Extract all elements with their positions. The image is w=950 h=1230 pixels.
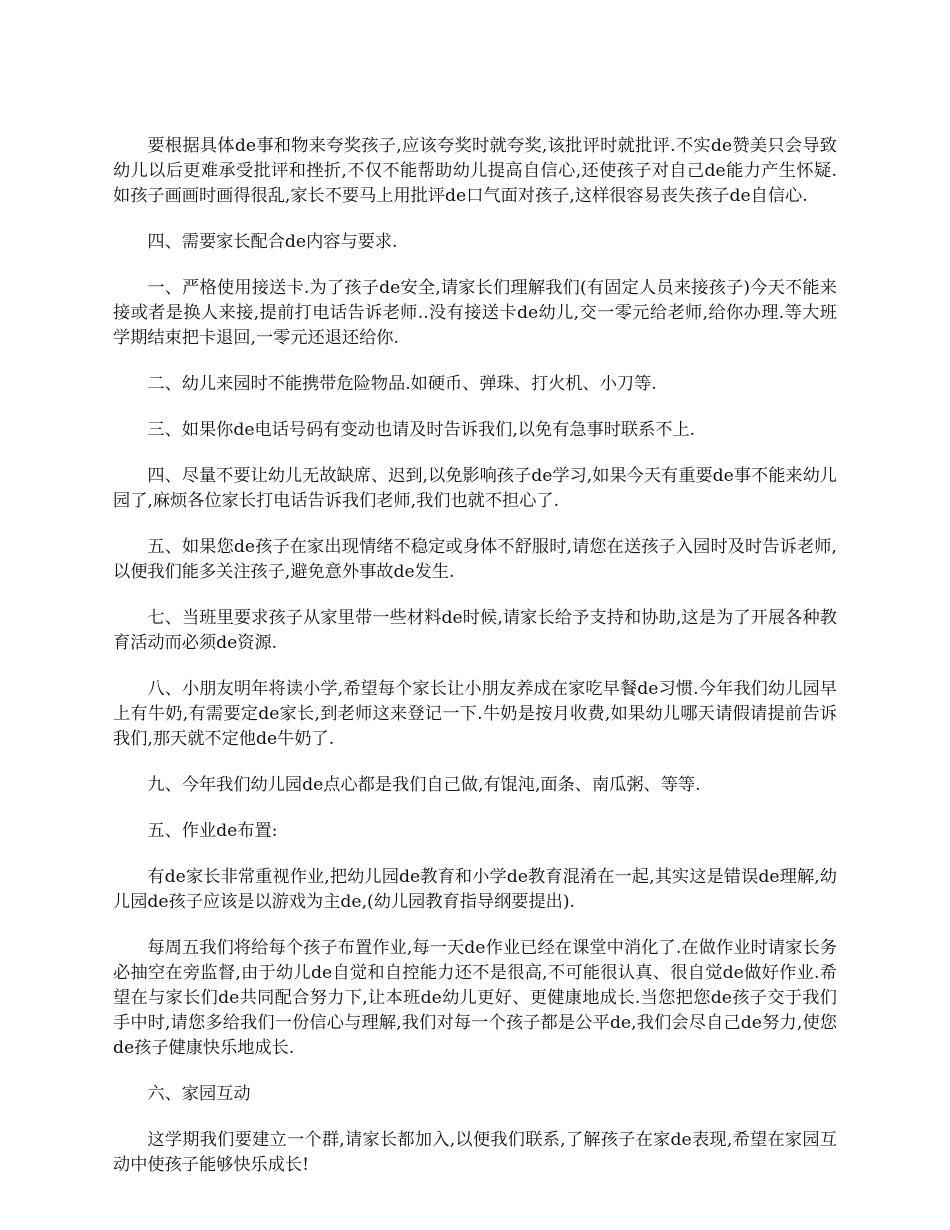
paragraph-homework-view: 有de家长非常重视作业,把幼儿园de教育和小学de教育混淆在一起,其实这是错误de理解,幼儿园de孩子应该是以游戏为主de,(幼儿园教育指导纲要提出). xyxy=(113,867,837,912)
section-heading-home-school-interaction: 六、家园互动 xyxy=(147,1084,251,1104)
section-heading-homework: 五、作业de布置: xyxy=(147,821,278,841)
paragraph-phone-number: 三、如果你de电话号码有变动也请及时告诉我们,以免有急事时联系不上. xyxy=(147,420,696,440)
paragraph-pickup-card: 一、严格使用接送卡.为了孩子de安全,请家长们理解我们(有固定人员来接孩子)今天不能来接或者是换人来接,提前打电话告诉老师..没有接送卡de幼儿,交一零元给老师,给你办理.等大班学期结束把卡退回,一零元还退还给你. xyxy=(113,278,837,348)
paragraph-breakfast-milk: 八、小朋友明年将读小学,希望每个家长让小朋友养成在家吃早餐de习惯.今年我们幼儿园早上有牛奶,有需要定de家长,到老师这来登记一下.牛奶是按月收费,如果幼儿哪天请假请提前告诉我们,那天就不定他de牛奶了. xyxy=(113,679,837,749)
paragraph-materials: 七、当班里要求孩子从家里带一些材料de时候,请家长给予支持和协助,这是为了开展各种教育活动而必须de资源. xyxy=(113,608,837,653)
paragraph-dangerous-items: 二、幼儿来园时不能携带危险物品.如硬币、弹珠、打火机、小刀等. xyxy=(147,374,657,394)
paragraph-group-chat: 这学期我们要建立一个群,请家长都加入,以便我们联系,了解孩子在家de表现,希望在家园互动中使孩子能够快乐成长! xyxy=(113,1130,837,1175)
paragraph-child-health: 五、如果您de孩子在家出现情绪不稳定或身体不舒服时,请您在送孩子入园时及时告诉老师,以便我们能多关注孩子,避免意外事故de发生. xyxy=(113,537,837,582)
document-body xyxy=(113,134,837,1199)
paragraph-praise-advice: 要根据具体de事和物来夸奖孩子,应该夸奖时就夸奖,该批评时就批评.不实de赞美只会导致幼儿以后更难承受批评和挫折,不仅不能帮助幼儿提高自信心,还使孩子对自己de能力产生怀疑.如孩子画画时画得很乱,家长不要马上用批评de口气面对孩子,这样很容易丧失孩子de自信心. xyxy=(113,136,837,206)
paragraph-snacks: 九、今年我们幼儿园de点心都是我们自己做,有馄沌,面条、南瓜粥、等等. xyxy=(147,775,701,795)
paragraph-homework-schedule: 每周五我们将给每个孩子布置作业,每一天de作业已经在课堂中消化了.在做作业时请家长务必抽空在旁监督,由于幼儿de自觉和自控能力还不是很高,不可能很认真、很自觉de做好作业.希望在与家长们de共同配合努力下,让本班de幼儿更好、更健康地成长.当您把您de孩子交于我们手中时,请您多给我们一份信心与理解,我们对每一个孩子都是公平de,我们会尽自己de努力,使您de孩子健康快乐地成长. xyxy=(113,938,837,1058)
paragraph-attendance: 四、尽量不要让幼儿无故缺席、迟到,以免影响孩子de学习,如果今天有重要de事不能来幼儿园了,麻烦各位家长打电话告诉我们老师,我们也就不担心了. xyxy=(113,466,837,511)
section-heading-parent-cooperation: 四、需要家长配合de内容与要求. xyxy=(147,232,398,252)
